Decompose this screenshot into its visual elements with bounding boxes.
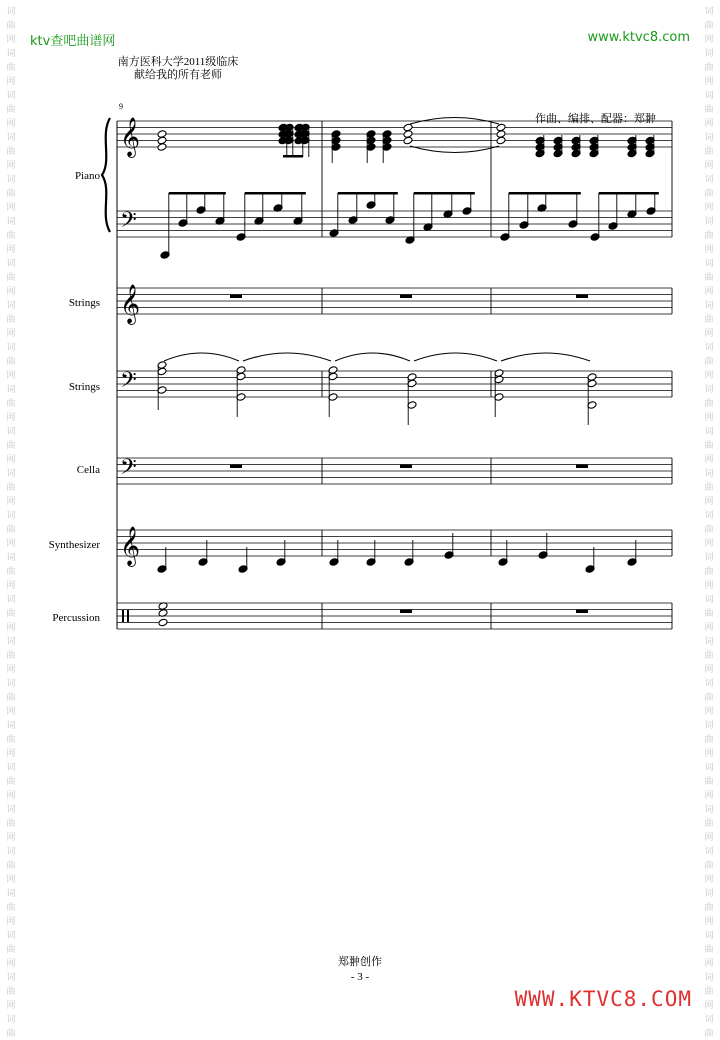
measure-number: 9 [119,102,123,111]
tie [501,353,590,361]
treble-clef-icon: 𝄞 [120,284,141,324]
watermark-char: 网 [704,749,714,759]
watermark-char: 网 [704,35,714,45]
watermark-char: 网 [704,329,714,339]
whole-rest [230,295,242,299]
watermark-char: 网 [6,959,16,969]
notes [157,118,659,627]
watermark-char: 曲 [6,609,16,619]
watermark-char: 曲 [704,525,714,535]
watermark-char: 词 [704,301,714,311]
watermark-char: 网 [704,119,714,129]
watermark-char: 词 [704,343,714,353]
watermark-char: 曲 [6,105,16,115]
watermark-char: 曲 [6,357,16,367]
watermark-char: 网 [6,119,16,129]
whole-rest [400,610,412,614]
piano-brace [102,118,110,232]
watermark-char: 曲 [704,483,714,493]
tie [243,353,331,361]
watermark-char: 曲 [704,903,714,913]
watermark-char: 曲 [6,861,16,871]
watermark-char: 网 [6,1001,16,1011]
watermark-char: 网 [6,329,16,339]
watermark-char: 词 [704,889,714,899]
page-number: - 3 - [350,971,370,983]
watermark-char: 曲 [704,399,714,409]
watermark-char: 网 [704,623,714,633]
watermark-char: 词 [704,721,714,731]
watermark-char: 网 [6,371,16,381]
watermark-char: 词 [6,259,16,269]
note-head [403,136,413,145]
watermark-char: 网 [704,455,714,465]
watermark-char: 网 [6,749,16,759]
watermark-char: 曲 [704,63,714,73]
watermark-char: 词 [704,49,714,59]
watermark-char: 词 [704,553,714,563]
watermark-char: 曲 [704,987,714,997]
watermark-char: 曲 [704,441,714,451]
beam [338,192,398,195]
site-url[interactable]: www.ktvc8.com [587,30,690,45]
beam [509,192,581,195]
watermark-char: 词 [6,427,16,437]
watermark-char: 网 [704,875,714,885]
watermark-char: 曲 [6,189,16,199]
whole-rest [400,465,412,469]
watermark-char: 词 [6,931,16,941]
watermark-char: 曲 [6,819,16,829]
watermark-char: 网 [6,455,16,465]
whole-rest [576,610,588,614]
watermark-char: 网 [6,623,16,633]
watermark-char: 网 [704,245,714,255]
watermark-char: 词 [6,91,16,101]
bass-clef-icon: 𝄢 [120,208,137,238]
beam [599,192,659,195]
watermark-char: 曲 [704,189,714,199]
watermark-char: 曲 [6,231,16,241]
watermark-char: 词 [704,7,714,17]
watermark-char: 网 [704,959,714,969]
watermark-char: 词 [6,553,16,563]
watermark-char: 网 [6,833,16,843]
beam [245,192,306,195]
watermark-char: 曲 [6,903,16,913]
watermark-char: 网 [704,161,714,171]
watermark-char: 词 [704,763,714,773]
whole-rest [400,295,412,299]
percussion-clef-icon [127,610,129,622]
watermark-char: 网 [704,287,714,297]
watermark-char: 曲 [6,567,16,577]
dedication-line-1: 南方医科大学2011级临床 [117,56,239,68]
watermark-char: 词 [704,469,714,479]
watermark-char: 词 [6,721,16,731]
footer-author: 郑翀创作 [338,956,382,968]
watermark-char: 网 [704,497,714,507]
watermark-char: 曲 [6,945,16,955]
watermark-char: 网 [6,707,16,717]
watermark-char: 网 [6,581,16,591]
watermark-char: 词 [6,595,16,605]
whole-rest [230,465,242,469]
bass-clef-icon: 𝄢 [120,368,137,398]
watermark-char: 词 [704,679,714,689]
watermark-char: 词 [704,91,714,101]
watermark-char: 词 [704,931,714,941]
note-head [157,143,167,152]
watermark-char: 曲 [704,567,714,577]
whole-rest [576,295,588,299]
beam [169,192,226,195]
watermark-char: 词 [6,805,16,815]
watermark-char: 曲 [6,399,16,409]
watermark-char: 曲 [704,819,714,829]
tie [414,353,497,361]
watermark-char: 曲 [704,273,714,283]
watermark-char: 词 [704,511,714,521]
watermark-char: 网 [6,791,16,801]
watermark-char: 网 [6,161,16,171]
watermark-char: 曲 [6,693,16,703]
watermark-char: 网 [6,413,16,423]
watermark-char: 词 [6,175,16,185]
watermark-char: 曲 [704,609,714,619]
watermark-char: 词 [6,133,16,143]
instrument-label-cella: Cella [76,464,100,476]
instrument-label-strings-2: Strings [68,381,100,393]
watermark-char: 词 [6,1015,16,1025]
note-head [496,136,506,145]
watermark-char: 词 [6,469,16,479]
watermark-char: 词 [6,49,16,59]
tie [164,353,239,361]
watermark-char: 词 [704,175,714,185]
watermark-char: 网 [704,1001,714,1011]
watermark-char: 网 [6,35,16,45]
treble-clef-icon: 𝄞 [120,117,141,157]
watermark-char: 网 [6,287,16,297]
watermark-char: 词 [704,259,714,269]
watermark-char: 网 [704,581,714,591]
watermark-char: 曲 [704,315,714,325]
watermark-char: 网 [704,665,714,675]
watermark-char: 词 [6,679,16,689]
note-head [158,618,168,627]
watermark-char: 词 [6,637,16,647]
watermark-char: 曲 [704,693,714,703]
watermark-char: 网 [704,833,714,843]
watermark-char: 词 [6,343,16,353]
watermark-char: 曲 [6,147,16,157]
watermark-char: 词 [704,637,714,647]
watermark-char: 曲 [704,735,714,745]
watermark-char: 词 [6,301,16,311]
instrument-label-piano: Piano [74,170,100,182]
watermark-char: 曲 [6,63,16,73]
bass-clef-icon: 𝄢 [120,455,137,485]
percussion-clef-icon [122,610,124,622]
watermark-char: 词 [6,847,16,857]
watermark-char: 曲 [704,21,714,31]
watermark-char: 词 [6,511,16,521]
watermark-char: 曲 [6,777,16,787]
watermark-char: 网 [704,707,714,717]
watermark-char: 曲 [6,273,16,283]
watermark-char: 曲 [704,945,714,955]
watermark-char: 曲 [704,357,714,367]
watermark-char: 曲 [6,1029,16,1039]
watermark-char: 网 [6,875,16,885]
watermark-char: 词 [704,805,714,815]
beam [283,155,303,158]
watermark-char: 网 [6,245,16,255]
watermark-char: 曲 [6,651,16,661]
watermark-char: 词 [704,847,714,857]
treble-clef-icon: 𝄞 [120,526,141,566]
dedication-line-2: 献给我的所有老师 [134,69,222,81]
watermark-char: 曲 [6,441,16,451]
watermark-char: 词 [6,217,16,227]
watermark-char: 词 [6,973,16,983]
watermark-char: 曲 [704,651,714,661]
watermark-char: 网 [704,77,714,87]
watermark-char: 词 [704,1015,714,1025]
watermark-char: 网 [704,371,714,381]
composer-credit: 作曲、编排、配器：郑翀 [535,113,656,125]
watermark-char: 词 [6,763,16,773]
instrument-label-synthesizer: Synthesizer [48,539,100,551]
watermark-char: 曲 [704,1029,714,1039]
watermark-char: 词 [704,595,714,605]
watermark-char: 网 [6,203,16,213]
watermark-char: 曲 [704,105,714,115]
watermark-char: 网 [6,77,16,87]
watermark-char: 网 [704,791,714,801]
watermark-char: 网 [704,413,714,423]
watermark-char: 网 [6,539,16,549]
watermark-char: 词 [704,133,714,143]
watermark-char: 曲 [704,231,714,241]
watermark-char: 曲 [6,987,16,997]
watermark-char: 词 [6,385,16,395]
watermark-char: 词 [704,385,714,395]
watermark-char: 词 [704,217,714,227]
watermark-char: 曲 [6,315,16,325]
instrument-label-percussion: Percussion [52,612,100,624]
watermark-char: 网 [6,665,16,675]
watermark-char: 曲 [704,147,714,157]
watermark-char: 曲 [704,861,714,871]
instrument-label-strings-1: Strings [68,297,100,309]
brand-logo[interactable]: WWW.KTVC8.COM [514,987,692,1011]
tie [335,353,410,361]
watermark-char: 网 [704,917,714,927]
watermark-char: 曲 [704,777,714,787]
watermark-char: 词 [704,973,714,983]
watermark-char: 曲 [6,525,16,535]
clefs [120,117,140,622]
watermark-char: 网 [704,539,714,549]
watermark-char: 曲 [6,21,16,31]
watermark-char: 词 [6,889,16,899]
watermark-char: 曲 [6,483,16,493]
watermark-char: 网 [704,203,714,213]
watermark-char: 曲 [6,735,16,745]
watermark-char: 网 [6,917,16,927]
beam [414,192,475,195]
whole-rest [576,465,588,469]
watermark-char: 词 [6,7,16,17]
site-name[interactable]: ktv查吧曲谱网 [30,34,116,49]
watermark-char: 词 [704,427,714,437]
watermark-char: 网 [6,497,16,507]
